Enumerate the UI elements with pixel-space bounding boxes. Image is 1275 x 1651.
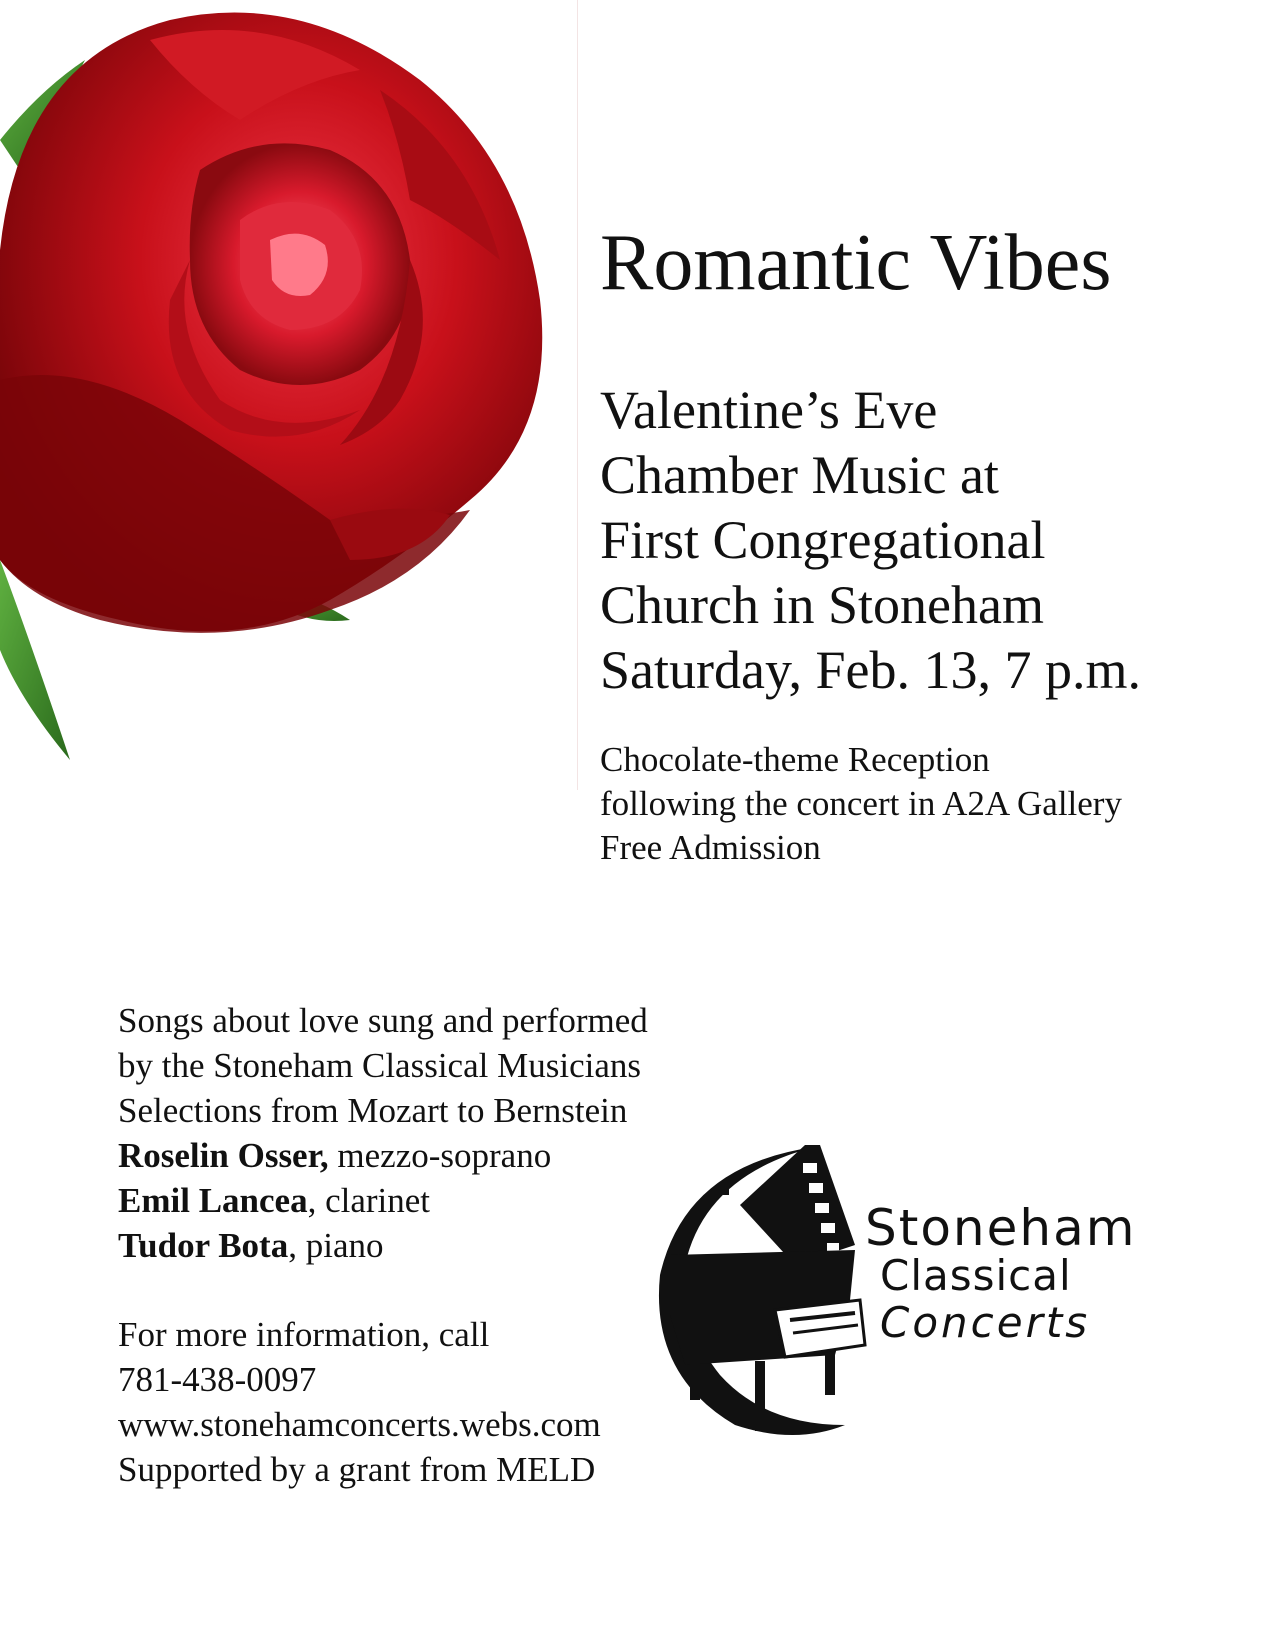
reception-info [600, 738, 1122, 870]
phone-number: 781-438-0097 [118, 1360, 317, 1399]
performer-role: , clarinet [307, 1181, 431, 1220]
stoneham-classical-concerts-logo [645, 1125, 1185, 1435]
event-date-time: Saturday, Feb. 13, 7 p.m. [600, 640, 1141, 700]
reception-line-1: Chocolate-theme Reception [600, 740, 990, 779]
column-divider [577, 0, 578, 790]
admission-note: Free Admission [600, 828, 821, 867]
program-details [118, 998, 648, 1268]
rose-image [0, 0, 560, 800]
logo-word-stoneham: Stoneham [865, 1199, 1137, 1257]
event-info [600, 378, 1141, 703]
performer-name: Roselin Osser, [118, 1136, 329, 1175]
performer-1 [118, 1133, 648, 1178]
performer-3 [118, 1223, 648, 1268]
logo-word-concerts: Concerts [880, 1298, 1091, 1347]
website-link: www.stonehamconcerts.webs.com [118, 1405, 601, 1444]
performer-name: Emil Lancea [118, 1181, 308, 1220]
page-title: Romantic Vibes [600, 219, 1112, 307]
contact-info [118, 1312, 601, 1492]
performer-2 [118, 1178, 648, 1223]
performer-role: , piano [288, 1226, 384, 1265]
reception-line-2: following the concert in A2A Gallery [600, 784, 1122, 823]
event-line-1: Valentine’s Eve [600, 380, 938, 440]
event-line-2: Chamber Music at [600, 445, 999, 505]
logo-word-classical: Classical [880, 1251, 1072, 1300]
details-line-3: Selections from Mozart to Bernstein [118, 1091, 628, 1130]
details-line-2: by the Stoneham Classical Musicians [118, 1046, 641, 1085]
performer-role: mezzo-soprano [328, 1136, 552, 1175]
grant-note: Supported by a grant from MELD [118, 1450, 596, 1489]
details-line-1: Songs about love sung and performed [118, 1001, 648, 1040]
contact-line-1: For more information, call [118, 1315, 490, 1354]
event-line-4: Church in Stoneham [600, 575, 1044, 635]
performer-name: Tudor Bota [118, 1226, 289, 1265]
event-line-3: First Congregational [600, 510, 1046, 570]
